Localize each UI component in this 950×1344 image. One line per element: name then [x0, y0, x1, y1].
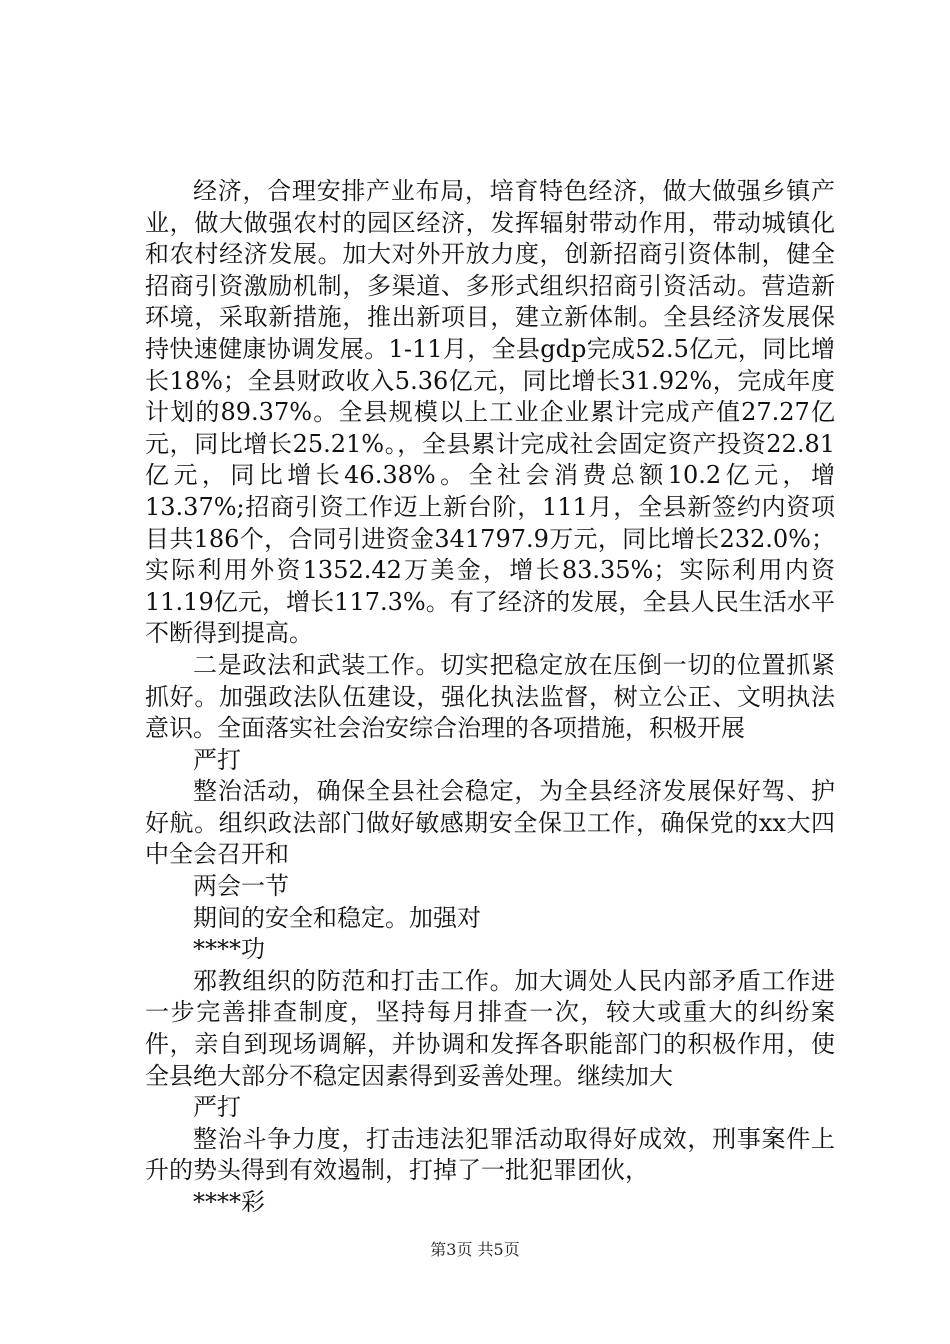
document-body [145, 176, 835, 1219]
paragraph-economy: 经济，合理安排产业布局，培育特色经济，做大做强乡镇产业，做大做强农村的园区经济，发挥辐射带动作用，带动城镇化和农村经济发展。加大对外开放力度，创新招商引资体制，健全招商引资激励机制，多渠道、多形式组织招商引资活动。营造新环境，采取新措施，推出新项目，建立新体制。全县经济发展保持快速健康协调发展。1-11月，全县gdp完成52.5亿元，同比增长18%；全县财政收入5.36亿元，同比增长31.92%，完成年度计划的89.37%。全县规模以上工业企业累计完成产值27.27亿元，同比增长25.21%。，全县累计完成社会固定资产投资22.81亿元，同比增长46.38%。全社会消费总额10.2亿元，增13.37%;招商引资工作迈上新台阶，111月，全县新签约内资项目共186个，合同引进资金341797.9万元，同比增长232.0%；实际利用外资1352.42万美金，增长83.35%；实际利用内资11.19亿元，增长117.3%。有了经济的发展，全县人民生活水平不断得到提高。 [145, 177, 835, 648]
page-number-footer: 第3页 共5页 [430, 1240, 520, 1259]
paragraph-fragment: 期间的安全和稳定。加强对 [193, 903, 481, 932]
paragraph-fragment: 两会一节 [193, 872, 289, 901]
paragraph-fragment: ****功 [193, 935, 265, 964]
paragraph-cult-prevention: 邪教组织的防范和打击工作。加大调处人民内部矛盾工作进一步完善排查制度，坚持每月排查一次，较大或重大的纠纷案件，亲自到现场调解，并协调和发挥各职能部门的积极作用，使全县绝大部分不稳定因素得到妥善处理。继续加大 [145, 966, 835, 1090]
paragraph-political-legal: 二是政法和武装工作。切实把稳定放在压倒一切的位置抓紧抓好。加强政法队伍建设，强化执法监督，树立公正、文明执法意识。全面落实社会治安综合治理的各项措施，积极开展 [145, 650, 835, 743]
paragraph-rectification: 整治活动，确保全县社会稳定，为全县经济发展保好驾、护好航。组织政法部门做好敏感期安全保卫工作，确保党的xx大四中全会召开和 [145, 777, 835, 869]
paragraph-fragment: 严打 [193, 745, 241, 774]
paragraph-crime-crackdown: 整治斗争力度，打击违法犯罪活动取得好成效，刑事案件上升的势头得到有效遏制，打掉了一批犯罪团伙， [145, 1124, 835, 1185]
paragraph-fragment: ****彩 [193, 1188, 265, 1216]
paragraph-fragment: 严打 [193, 1093, 241, 1122]
